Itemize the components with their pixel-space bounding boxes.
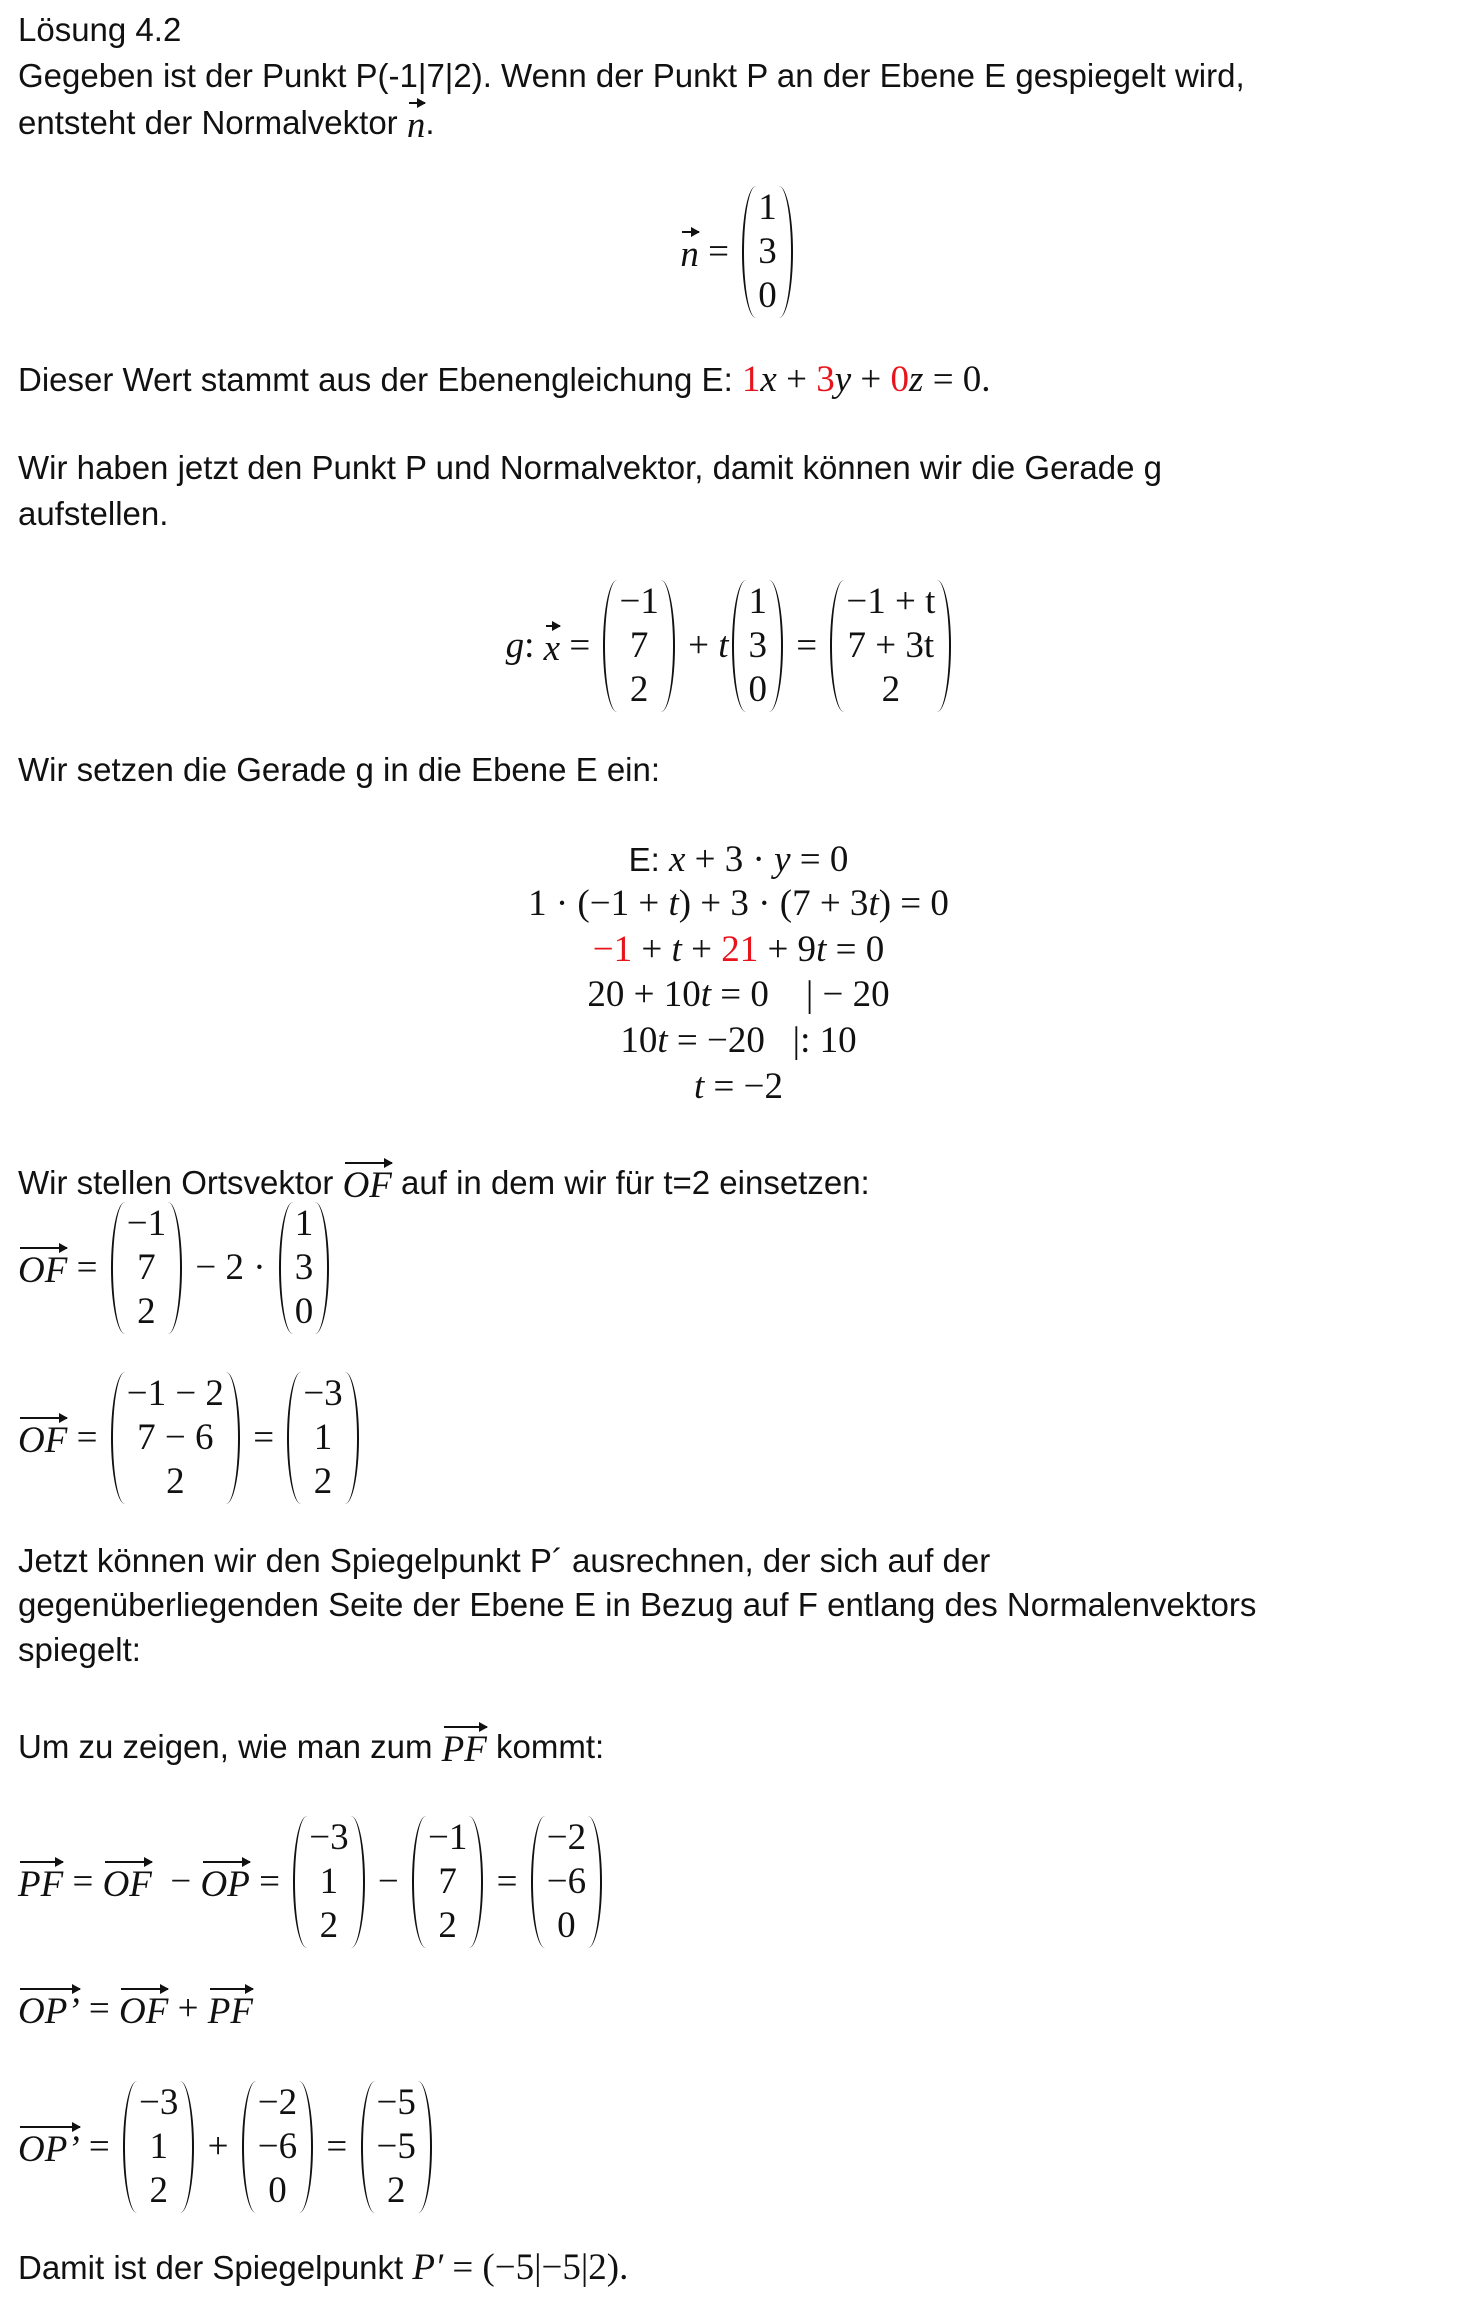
math-variable: t [816,929,827,970]
vector-arrow-label: OF [343,1158,392,1208]
math-text: − 2 · [186,1247,275,1288]
plane-equation-text [18,358,991,402]
left-parenthesis [361,2081,375,2213]
vector-arrow-label: OP [201,1857,250,1907]
right-parenthesis [661,580,675,712]
math-text: 20 + 10 [587,974,701,1015]
left-parenthesis [279,1202,293,1334]
mirror-text-3 [18,1628,141,1672]
math-text: − [151,1861,201,1902]
vector-components [293,1202,316,1334]
math-text: 10 [620,1020,658,1061]
vector-component: 0 [268,2170,287,2211]
vector-component: 1 [294,1203,314,1244]
vector-arrow-label: OF [119,1984,168,2034]
vector-arrow-label: n [407,98,426,148]
highlighted-term: −1 [592,929,633,970]
vector-arrow-label: PF [442,1722,487,1772]
line-text-2 [18,492,168,536]
vector-components [125,1202,168,1334]
vector-component: −1 + t [846,581,936,622]
vector-symbol [343,1158,392,1208]
text-segment: Um zu zeigen, wie man zum [18,1728,442,1765]
vector-component: 1 [149,2126,168,2167]
left-parenthesis [412,1816,426,1948]
vector-component: 7 − 6 [137,1417,214,1458]
vector-symbol [544,621,560,671]
vector-component: −6 [546,1861,587,1902]
vector-arrow-label: OF [103,1857,152,1907]
vector-component: 1 [748,581,767,622]
vector-components [426,1816,469,1948]
math-text: = [63,1861,103,1902]
vector-component: 1 [319,1861,339,1902]
text-segment: Damit ist der Spiegelpunkt [18,2249,413,2286]
math-text: = [560,625,600,666]
column-vector [111,1202,182,1334]
solution-title: Lösung 4.2 [18,11,182,48]
vector-components [137,2081,180,2213]
highlighted-term: 21 [721,929,759,970]
vector-symbol [18,2122,80,2172]
mirror-text-1 [18,1539,990,1583]
math-text: = [786,625,827,666]
column-vector [293,1816,364,1948]
result-text [18,2246,628,2290]
vector-component: −3 [139,2082,179,2123]
math-text: = [243,1417,284,1458]
vector-component: 2 [629,669,649,710]
math-variable: y [834,359,852,400]
right-parenthesis [937,580,951,712]
vector-components [746,580,769,712]
text-segment: Wir setzen die Gerade g in die Ebene E ein: [18,751,661,788]
vector-arrow-label: OF [18,1413,67,1463]
column-vector [742,186,793,318]
vector-component: −1 [126,1203,167,1244]
math-text: = [698,231,739,272]
vector-arrow-label: PF [208,1984,253,2034]
column-vector [531,1816,602,1948]
column-vector [279,1202,330,1334]
vector-components [375,2081,418,2213]
math-text: − [368,1861,408,1902]
vector-symbol [201,1857,250,1907]
left-parenthesis [111,1202,125,1334]
math-text: = [79,2126,120,2167]
vector-symbol [18,1413,67,1463]
column-vector [603,580,674,712]
vector-component: 3 [748,625,767,666]
vector-components [844,580,937,712]
vector-arrow-label: OF [18,1243,67,1293]
pf-text [18,1722,604,1772]
right-parenthesis [345,1372,359,1504]
text-segment: entsteht der Normalvektor [18,104,407,141]
line-text-1 [18,446,1162,490]
equation-step-1 [0,838,1477,882]
text-segment: . [425,104,435,141]
math-variable: z [909,359,924,400]
vector-component: −3 [309,1817,349,1858]
text-segment: Wir stellen Ortsvektor [18,1164,343,1201]
text-segment: aufstellen. [18,495,169,532]
vector-component: 7 [137,1247,156,1288]
vector-component: −2 [546,1817,587,1858]
normal-vector-equation [0,186,1477,318]
math-text: = −2 [704,1066,783,1107]
vector-components [256,2081,299,2213]
math-text: + [776,359,817,400]
left-parenthesis [242,2081,256,2213]
math-variable: x [668,839,686,880]
right-parenthesis [769,580,783,712]
vector-arrow-label: x [544,621,560,671]
vector-component: 1 [758,187,777,228]
left-parenthesis [111,1372,125,1504]
text-segment: auf in dem wir für t=2 einsetzen: [391,1164,870,1201]
column-vector [287,1372,358,1504]
vector-component: 2 [881,669,901,710]
math-text: ) = 0 [878,883,949,924]
highlighted-term: 1 [741,359,761,400]
math-variable: g [505,625,525,666]
vector-component: 0 [758,275,777,316]
text-segment: E: [628,841,669,878]
vector-symbol [18,1857,63,1907]
math-text: + [632,929,672,970]
vector-component: 7 + 3t [847,625,935,666]
math-text: + [678,625,719,666]
column-vector [361,2081,432,2213]
vector-component: 2 [166,1461,185,1502]
vector-component: −1 [619,581,659,622]
math-text: = −20 |: 10 [667,1020,857,1061]
position-vector-equation-1 [18,1202,333,1334]
vector-symbol [407,98,426,148]
vector-components [545,1816,588,1948]
pf-equation [18,1816,606,1948]
right-parenthesis [351,1816,365,1948]
math-text: + [168,1988,208,2029]
vector-components [301,1372,344,1504]
vector-component: 2 [149,2170,168,2211]
vector-component: −3 [303,1373,343,1414]
math-text: = 0 [826,929,885,970]
equation-step-3 [0,928,1477,972]
text-segment: Gegeben ist der Punkt P(-1|7|2). Wenn der Punkt P an der Ebene E gespiegelt wird, [18,57,1245,94]
op-prime-equation-2 [18,2081,436,2213]
equation-step-6 [0,1065,1477,1109]
left-parenthesis [293,1816,307,1948]
vector-component: −5 [376,2126,416,2167]
right-parenthesis [299,2081,313,2213]
column-vector [111,1372,240,1504]
vector-component: −6 [257,2126,298,2167]
vector-arrow-label: PF [18,1857,63,1907]
math-text: 1 · (−1 + [528,883,669,924]
math-text: = (−5|−5|2). [443,2247,629,2288]
text-segment: gegenüberliegenden Seite der Ebene E in Bezug auf F entlang des Normalenvektors [18,1586,1257,1623]
column-vector [123,2081,194,2213]
vector-component: −1 [427,1817,468,1858]
vector-component: −1 − 2 [126,1373,224,1414]
column-vector [732,580,783,712]
left-parenthesis [603,580,617,712]
equation-step-2 [0,882,1477,926]
vector-component: 0 [748,669,767,710]
vector-component: 1 [313,1417,333,1458]
vector-component: −5 [376,2082,416,2123]
vector-symbol [103,1857,152,1907]
math-variable: x [760,359,777,400]
vector-components [617,580,660,712]
mirror-text-2 [18,1583,1256,1627]
vector-arrow-label: OP’ [18,1984,80,2034]
vector-component: 2 [319,1905,339,1946]
text-segment: kommt: [486,1728,605,1765]
vector-component: 2 [386,2170,406,2211]
line-equation [0,580,1469,712]
text-segment: spiegelt: [18,1631,141,1668]
math-text: = 0 [790,839,849,880]
vector-symbol [442,1722,487,1772]
right-parenthesis [168,1202,182,1334]
right-parenthesis [779,186,793,318]
vector-component: 2 [137,1291,156,1332]
intro-line-2 [18,98,435,148]
math-variable: t [693,1066,705,1107]
math-text: + 9 [758,929,817,970]
highlighted-term: 0 [890,359,910,400]
math-text: = [67,1417,107,1458]
vector-component: 3 [294,1247,314,1288]
left-parenthesis [830,580,844,712]
vector-symbol [119,1984,168,2034]
right-parenthesis [588,1816,602,1948]
column-vector [242,2081,313,2213]
vector-component: −2 [257,2082,298,2123]
math-text: + [851,359,891,400]
vector-symbol [208,1984,253,2034]
vector-arrow-label: OP’ [18,2122,80,2172]
position-vector-text [18,1158,870,1208]
text-segment: Jetzt können wir den Spiegelpunkt P´ ausrechnen, der sich auf der [18,1542,991,1579]
vector-components [307,1816,350,1948]
vector-symbol [680,227,699,277]
math-text: = [67,1247,107,1288]
vector-component: 0 [294,1291,314,1332]
math-text: = [317,2126,357,2167]
vector-component: 2 [313,1461,333,1502]
text-segment: Dieser Wert stammt aus der Ebenengleichung E: [18,361,742,398]
left-parenthesis [742,186,756,318]
vector-components [125,1372,226,1504]
vector-component: 2 [438,1905,457,1946]
math-text: = [249,1861,290,1902]
insert-text [18,748,660,792]
vector-component: 7 [438,1861,457,1902]
op-prime-equation-1 [18,1984,253,2034]
math-text: + [198,2126,238,2167]
left-parenthesis [732,580,746,712]
right-parenthesis [418,2081,432,2213]
math-text: = 0 | − 20 [711,974,890,1015]
equation-step-4 [0,973,1477,1017]
column-vector [830,580,951,712]
math-text: = [79,1988,120,2029]
vector-component: 7 [629,625,649,666]
math-text: + [681,929,722,970]
equation-step-5 [0,1019,1477,1063]
math-text: ) + 3 · (7 + 3 [678,883,869,924]
math-variable: t [700,974,711,1015]
left-parenthesis [123,2081,137,2213]
math-text: + 3 · [685,839,775,880]
right-parenthesis [315,1202,329,1334]
math-variable: t [718,625,729,666]
vector-component: 0 [557,1905,576,1946]
intro-line-1 [18,54,1245,98]
math-variable: t [671,929,682,970]
vector-component: 3 [758,231,777,272]
right-parenthesis [469,1816,483,1948]
position-vector-equation-2 [18,1372,363,1504]
math-variable: t [668,883,679,924]
math-text: = [487,1861,527,1902]
math-variable: t [657,1020,668,1061]
column-vector [412,1816,483,1948]
math-variable: t [868,883,879,924]
left-parenthesis [287,1372,301,1504]
math-text: = 0. [923,359,991,400]
right-parenthesis [226,1372,240,1504]
math-text: : [524,625,544,666]
right-parenthesis [180,2081,194,2213]
text-segment: Wir haben jetzt den Punkt P und Normalvektor, damit können wir die Gerade g [18,449,1162,486]
vector-arrow-label: n [680,227,699,277]
highlighted-term: 3 [816,359,835,400]
vector-symbol [18,1243,67,1293]
math-variable: y [774,839,791,880]
vector-components [756,186,779,318]
math-variable: P′ [412,2247,444,2288]
left-parenthesis [531,1816,545,1948]
vector-symbol [18,1984,80,2034]
